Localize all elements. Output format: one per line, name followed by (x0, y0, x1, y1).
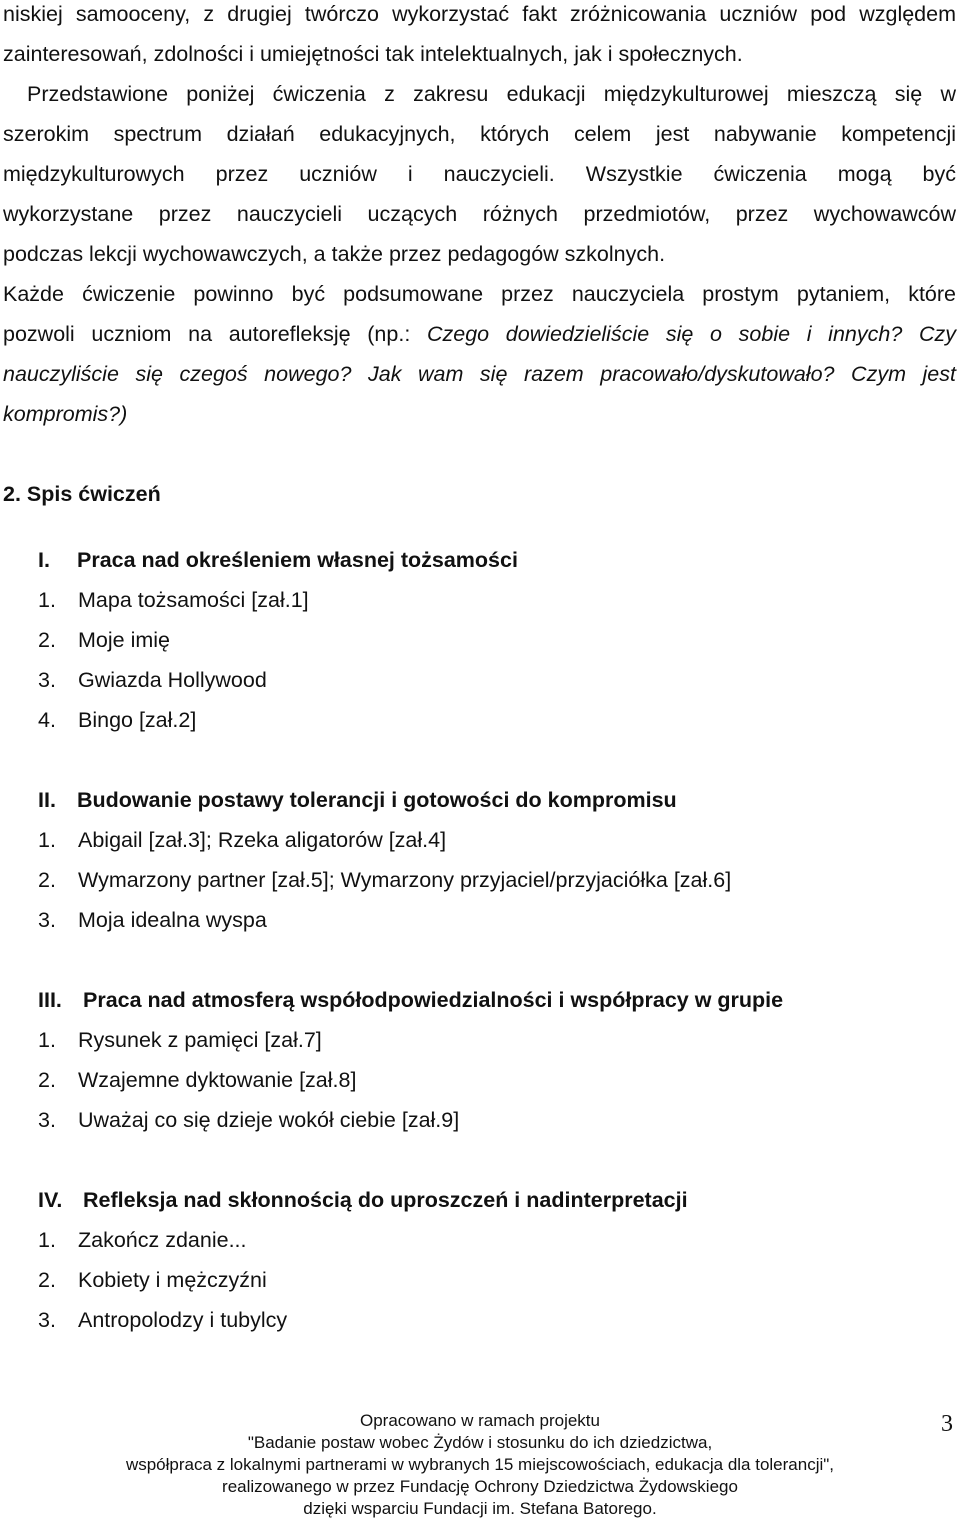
group-numeral: IV. (38, 1188, 63, 1212)
list-item-number: 2. (38, 868, 56, 892)
paragraph-line: Przedstawione poniżej ćwiczenia z zakresu edukacji międzykulturowej mieszczą się w (27, 82, 956, 106)
group-title: Budowanie postawy tolerancji i gotowości do kompromisu (77, 788, 677, 812)
paragraph-line: wykorzystane przez nauczycieli uczących różnych przedmiotów, przez wychowawców (3, 202, 956, 226)
footer-line: dzięki wsparciu Fundacji im. Stefana Batorego. (303, 1499, 657, 1518)
list-item-number: 3. (38, 1108, 56, 1132)
list-item-number: 3. (38, 668, 56, 692)
list-item-number: 2. (38, 628, 56, 652)
footer-line: realizowanego w przez Fundację Ochrony Dziedzictwa Żydowskiego (222, 1477, 738, 1496)
list-item-number: 1. (38, 1228, 56, 1252)
question-line: nauczyliście się czegoś nowego? Jak wam się razem pracowało/dyskutowało? Czym jest (3, 362, 956, 386)
list-item: Rysunek z pamięci [zał.7] (78, 1028, 322, 1052)
list-item-number: 2. (38, 1268, 56, 1292)
paragraph-line: międzykulturowych przez uczniów i nauczycieli. Wszystkie ćwiczenia mogą być (3, 162, 956, 186)
list-item-number: 4. (38, 708, 56, 732)
section-heading: 2. Spis ćwiczeń (3, 482, 161, 506)
question-line (3, 321, 956, 347)
list-item-number: 1. (38, 828, 56, 852)
list-item-number: 3. (38, 908, 56, 932)
list-item-number: 1. (38, 1028, 56, 1052)
footer-line: Opracowano w ramach projektu (359, 1411, 600, 1430)
question-italic-text: Czego dowiedzieliście się o sobie i innych? Czy (426, 322, 956, 346)
paragraph-line: niskiej samooceny, z drugiej twórczo wykorzystać fakt zróżnicowania uczniów pod względem (3, 2, 956, 26)
paragraph-line: zainteresowań, zdolności i umiejętności tak intelektualnych, jak i społecznych. (3, 42, 743, 66)
paragraph-line: Każde ćwiczenie powinno być podsumowane przez nauczyciela prostym pytaniem, które (3, 282, 956, 306)
list-item: Gwiazda Hollywood (78, 668, 267, 692)
paragraph-line: podczas lekcji wychowawczych, a także przez pedagogów szkolnych. (3, 242, 666, 266)
paragraph-line: szerokim spectrum działań edukacyjnych, których celem jest nabywanie kompetencji (3, 122, 956, 146)
list-item: Uważaj co się dzieje wokół ciebie [zał.9] (78, 1108, 460, 1132)
question-plain-text: pozwoli uczniom na autorefleksję (np.: (3, 322, 427, 346)
list-item: Moja idealna wyspa (78, 908, 267, 932)
list-item-number: 1. (38, 588, 56, 612)
group-title: Praca nad atmosferą współodpowiedzialności i współpracy w grupie (83, 988, 784, 1012)
list-item: Abigail [zał.3]; Rzeka aligatorów [zał.4] (78, 828, 447, 852)
list-item: Kobiety i mężczyźni (78, 1268, 267, 1292)
group-title: Refleksja nad skłonnością do uproszczeń i nadinterpretacji (83, 1188, 688, 1212)
group-numeral: I. (38, 548, 50, 572)
list-item-number: 2. (38, 1068, 56, 1092)
list-item: Bingo [zał.2] (78, 708, 197, 732)
footer-line: "Badanie postaw wobec Żydów i stosunku do ich dziedzictwa, (247, 1433, 713, 1452)
list-item: Wymarzony partner [zał.5]; Wymarzony przyjaciel/przyjaciółka [zał.6] (78, 868, 732, 892)
footer-line: współpraca z lokalnymi partnerami w wybranych 15 miejscowościach, edukacja dla tolerancji", (125, 1455, 835, 1474)
list-item: Moje imię (78, 628, 170, 652)
list-item: Wzajemne dyktowanie [zał.8] (78, 1068, 357, 1092)
page-number: 3 (941, 1411, 953, 1437)
group-numeral: II. (38, 788, 56, 812)
group-title: Praca nad określeniem własnej tożsamości (77, 548, 518, 572)
question-line: kompromis?) (3, 402, 128, 426)
list-item-number: 3. (38, 1308, 56, 1332)
group-numeral: III. (38, 988, 62, 1012)
list-item: Mapa tożsamości [zał.1] (78, 588, 309, 612)
list-item: Zakończ zdanie... (78, 1228, 247, 1252)
list-item: Antropolodzy i tubylcy (78, 1308, 288, 1332)
